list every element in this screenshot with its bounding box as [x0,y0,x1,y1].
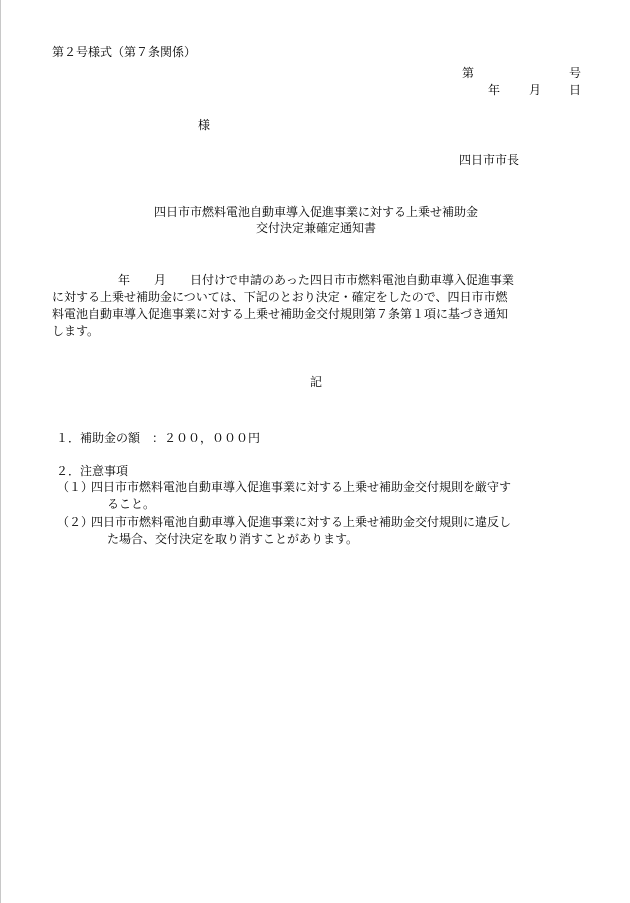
notes-heading: ２．注意事項 [56,464,129,478]
date-year-label: 年 [488,83,501,97]
note-text-line2: ること。 [107,497,156,511]
note-text-line2: た場合、交付決定を取り消すことがあります。 [107,532,359,546]
form-number: 第２号様式（第７条関係） [52,45,197,59]
note-text-line1: 四日市市燃料電池自動車導入促進事業に対する上乗せ補助金交付規則に違反し [91,515,512,529]
issuer-name: 四日市市長 [459,153,520,167]
document-number-suffix: 号 [569,66,582,80]
addressee-honorific: 様 [198,118,211,132]
date-day-label: 日 [569,83,582,97]
date-month-label: 月 [529,83,542,97]
ki-heading: 記 [309,375,322,389]
document-title-line2: 交付決定兼確定通知書 [255,221,376,235]
note-number: （２） [57,515,94,529]
body-line: します。 [52,324,100,338]
notification-body [52,272,582,340]
document-title-line1: 四日市市燃料電池自動車導入促進事業に対する上乗せ補助金 [153,205,478,219]
subsidy-amount: １．補助金の額 ：２００，０００円 [56,431,261,445]
note-text-line1: 四日市市燃料電池自動車導入促進事業に対する上乗せ補助金交付規則を厳守す [91,480,512,494]
body-line: 年 月 日付けで申請のあった四日市市燃料電池自動車導入促進事業 [118,273,514,287]
body-line: 料電池自動車導入促進事業に対する上乗せ補助金交付規則第７条第１項に基づき通知 [52,307,509,321]
document-number-prefix: 第 [462,66,475,80]
note-number: （１） [57,480,94,494]
body-line: に対する上乗せ補助金については、下記のとおり決定・確定をしたので、四日市市燃 [52,290,508,304]
